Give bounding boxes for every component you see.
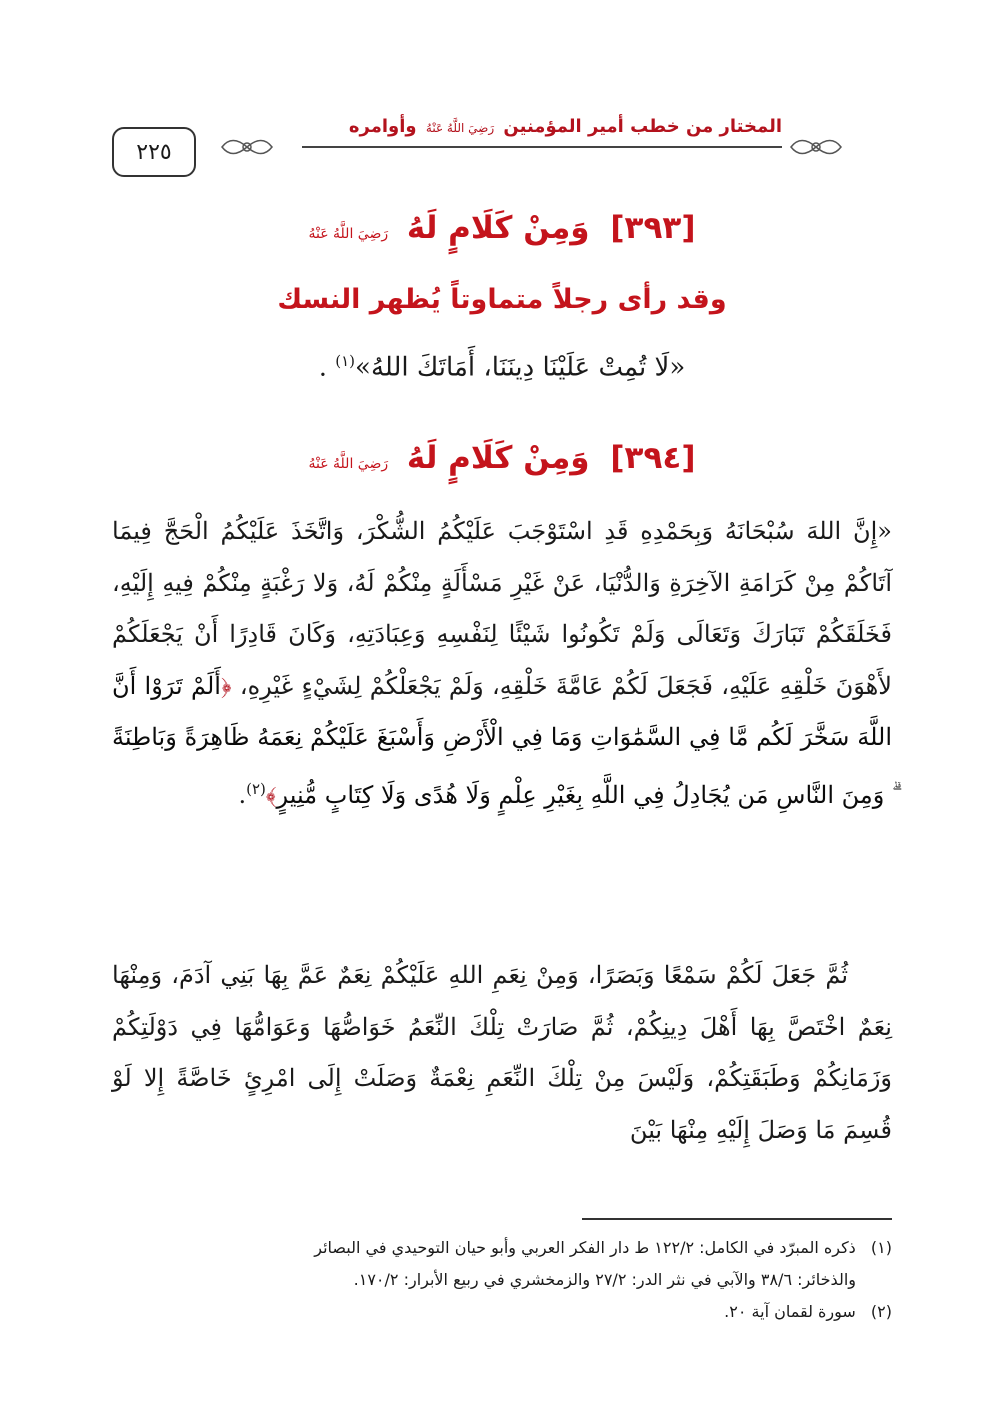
header-rule (302, 146, 782, 148)
section-393-text (112, 352, 892, 383)
running-title-end: وأوامره (348, 116, 417, 137)
footnote-ref[interactable]: (١) (335, 352, 356, 370)
ornament-left-icon (217, 132, 277, 162)
quran-close-bracket: ﴾ (265, 780, 277, 809)
section-number: [٣٩٣] (610, 210, 696, 246)
footnote-text: سورة لقمان آية ٢٠. (724, 1302, 856, 1321)
footnote-2 (112, 1296, 892, 1328)
quote-end: . (318, 352, 327, 383)
footnote-text: ذكره المبرّد في الكامل: ١٢٢/٢ ط دار الفكر العربي وأبو حيان التوحيدي في البصائر (314, 1238, 856, 1257)
footnote-ref[interactable]: (٢) (246, 779, 266, 798)
running-title-text: المختار من خطب أمير المؤمنين (503, 116, 782, 137)
footnote-1-continued: والذخائر: ٣٨/٦ والآبي في نثر الدر: ٢٧/٢ والزمخشري في ربيع الأبرار: ١٧٠/٢. (353, 1270, 856, 1289)
section-394-heading (112, 440, 892, 476)
paragraph-end: . (238, 780, 247, 809)
section-393-subtitle: وقد رأى رجلاً متماوتاً يُظهر النسك (277, 284, 727, 315)
footnote-number: (١) (870, 1238, 892, 1257)
paragraph-1 (112, 506, 892, 821)
footnote-rule (582, 1218, 892, 1220)
paragraph-text: «إِنَّ اللهَ سُبْحَانَهُ وَبِحَمْدِهِ قَدِ اسْتَوْجَبَ عَلَيْكُمُ الشُّكْرَ، وَاتَّخَذَ عَلَيْكُمُ الْحَجَّ فِيمَا آتَاكُمْ مِنْ كَرَامَةِ الآخِرَةِ وَالدُّنْيَا، عَنْ غَيْرِ مَسْأَلَةٍ مِنْكُمْ لَهُ، وَلا رَغْبَةٍ مِنْكُمْ فِيهِ إِلَيْهِ، فَخَلَقَكُمْ تَبَارَكَ وَتَعَالَى وَلَمْ تَكُونُوا شَيْئًا لِنَفْسِهِ وَعِبَادَتِهِ، وَكَانَ قَادِرًا أَنْ يَجْعَلَكُمْ لأَهْوَنَ خَلْقِهِ عَلَيْهِ، فَجَعَلَ لَكُمْ عَامَّةَ خَلْقِهِ، وَلَمْ يَجْعَلْكُمْ لِشَيْءٍ غَيْرِهِ، (112, 517, 892, 700)
section-title: وَمِنْ كَلَامٍ لَهُ (406, 210, 590, 246)
running-title-honorific: رَضِيَ اللَّهُ عَنْهُ (425, 121, 495, 135)
footnote-number: (٢) (870, 1302, 892, 1321)
running-title (349, 116, 782, 137)
section-393-heading (112, 210, 892, 246)
paragraph-2: ثُمَّ جَعَلَ لَكُمْ سَمْعًا وَبَصَرًا، وَمِنْ نِعَمِ اللهِ عَلَيْكُمْ نِعَمٌ عَمَّ بِهَا بَنِي آدَمَ، وَمِنْهَا نِعَمٌ اخْتَصَّ بِهَا أَهْلَ دِينِكُمْ، ثُمَّ صَارَتْ تِلْكَ النِّعَمُ خَوَاصُّهَا وَعَوَامُّهَا فِي دَوْلَتِكُمْ وَزَمَانِكُمْ وَطَبَقَتِكُمْ، وَلَيْسَ مِنْ تِلْكَ النِّعَمِ نِعْمَةٌ وَصَلَتْ إِلَى امْرِئٍ خَاصَّةً إِلا لَوْ قُسِمَ مَا وَصَلَ إِلَيْهِ مِنْهَا بَيْنَ (112, 961, 892, 1144)
section-honorific: رَضِيَ اللَّهُ عَنْهُ (308, 226, 389, 242)
page-header (112, 112, 892, 202)
quote-text: «لَا تُمِتْ عَلَيْنَا دِينَنَا، أَمَاتَكَ اللهُ» (355, 352, 686, 383)
footnote-1 (112, 1232, 892, 1264)
section-honorific: رَضِيَ اللَّهُ عَنْهُ (308, 456, 389, 472)
page-number: ٢٢٥ (112, 127, 196, 177)
footnotes (112, 1232, 892, 1328)
quran-text: أَلَمْ تَرَوْا أَنَّ اللَّهَ سَخَّرَ لَكُم مَّا فِي السَّمَٰوَاتِ وَمَا فِي الْأَرْضِ وَأَسْبَغَ عَلَيْكُمْ نِعَمَهُ ظَاهِرَةً وَبَاطِنَةً ۗ وَمِنَ النَّاسِ مَن يُجَادِلُ فِي اللَّهِ بِغَيْرِ عِلْمٍ وَلَا هُدًى وَلَا كِتَابٍ مُّنِيرٍ (112, 671, 892, 809)
section-number: [٣٩٤] (610, 440, 696, 476)
ornament-right-icon (786, 132, 846, 162)
quran-open-bracket: ﴿ (220, 671, 232, 700)
section-title: وَمِنْ كَلَامٍ لَهُ (406, 440, 590, 476)
